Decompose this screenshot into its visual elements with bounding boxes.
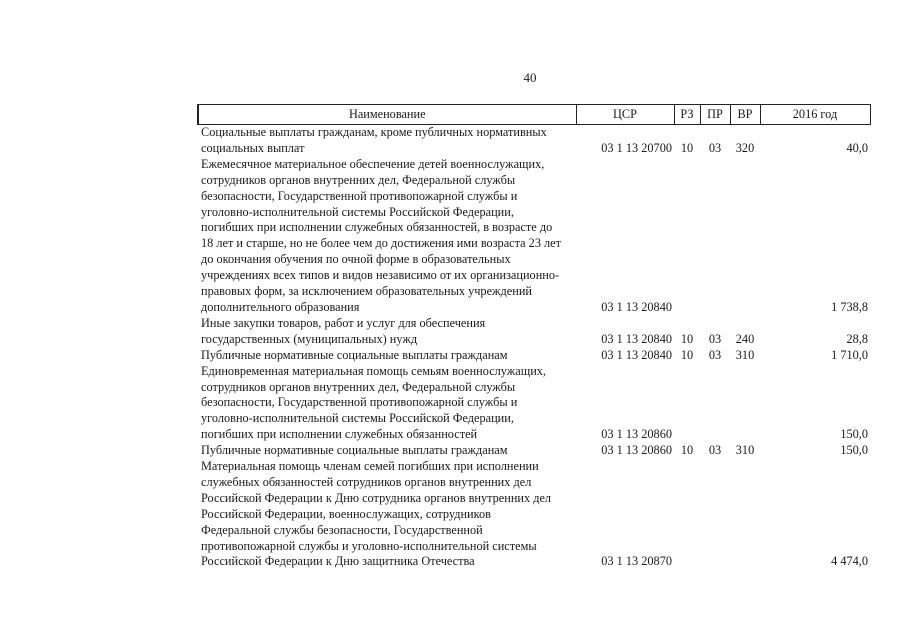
header-vr: ВР bbox=[730, 105, 760, 125]
row-rz: 10 bbox=[680, 347, 694, 362]
row-name: Публичные нормативные социальные выплаты гражданам bbox=[201, 443, 508, 458]
row-vr bbox=[730, 157, 760, 316]
row-vr bbox=[730, 459, 760, 570]
row-amount: 150,0 bbox=[840, 443, 868, 458]
row-rz bbox=[674, 459, 700, 570]
row-name: Публичные нормативные социальные выплаты гражданам bbox=[201, 347, 508, 362]
row-csr: 03 1 13 20870 bbox=[601, 554, 672, 569]
row-amount: 1 710,0 bbox=[831, 347, 868, 362]
table-row bbox=[198, 443, 870, 459]
row-pr: 03 bbox=[708, 443, 722, 458]
table-row bbox=[198, 316, 870, 348]
row-rz bbox=[674, 157, 700, 316]
table-header bbox=[198, 105, 870, 125]
row-csr: 03 1 13 20840 bbox=[601, 331, 672, 346]
row-amount: 4 474,0 bbox=[831, 554, 868, 569]
table-row bbox=[198, 459, 870, 570]
row-name: Иные закупки товаров, работ и услуг для обеспечения государственных (муниципальных) нужд bbox=[201, 315, 486, 346]
row-rz: 10 bbox=[680, 140, 694, 155]
row-pr bbox=[700, 364, 730, 444]
row-pr bbox=[700, 157, 730, 316]
row-name: Единовременная материальная помощь семьям военнослужащих, сотрудников органов внутренних дел, Федеральной службы безопасности, Государственной противопожарной службы и уголовно-исполнительной системы Российской Федерации, погибших при исполнении служебных обязанностей bbox=[201, 363, 547, 442]
row-amount: 1 738,8 bbox=[831, 299, 868, 314]
row-pr: 03 bbox=[708, 331, 722, 346]
budget-table bbox=[197, 104, 871, 570]
row-rz: 10 bbox=[680, 443, 694, 458]
row-csr: 03 1 13 20860 bbox=[601, 427, 672, 442]
row-csr: 03 1 13 20700 bbox=[601, 140, 672, 155]
table-body bbox=[198, 125, 870, 571]
header-name: Наименование bbox=[198, 105, 576, 125]
row-csr: 03 1 13 20840 bbox=[601, 347, 672, 362]
row-amount: 28,8 bbox=[846, 331, 868, 346]
row-amount: 150,0 bbox=[840, 427, 868, 442]
page-number: 40 bbox=[523, 70, 537, 85]
row-name: Материальная помощь членам семей погибших при исполнении служебных обязанностей сотрудников органов внутренних дел Российской Федерации к Дню сотрудника органов внутренних дел Российской Федерации, военнослужащих, сотрудников Федеральной службы безопасности, Государственной противопожарной службы и уголовно-исполнительной системы Российской Федерации к Дню защитника Отечества bbox=[201, 459, 552, 569]
table-row bbox=[198, 125, 870, 157]
row-vr: 310 bbox=[735, 443, 755, 458]
table-row bbox=[198, 157, 870, 316]
row-vr: 320 bbox=[735, 140, 755, 155]
table-row bbox=[198, 364, 870, 444]
header-year: 2016 год bbox=[760, 105, 870, 125]
header-rz: РЗ bbox=[674, 105, 700, 125]
row-name: Ежемесячное материальное обеспечение детей военнослужащих, сотрудников органов внутренних дел, Федеральной службы безопасности, Государственной противопожарной службы и уголовно-исполнительной системы Российской Федерации, погибших при исполнении служебных обязанностей, в возрасте до 18 лет и старше, но не более чем до достижения ими возраста 23 лет до окончания обучения по очной форме в образовательных учреждениях всех типов и видов независимо от их организационно- правовых форм, за исключением образовательных учреждений дополнительного образования bbox=[201, 156, 562, 314]
row-rz: 10 bbox=[680, 331, 694, 346]
row-vr: 310 bbox=[735, 347, 755, 362]
row-pr bbox=[700, 459, 730, 570]
row-vr: 240 bbox=[735, 331, 755, 346]
row-pr: 03 bbox=[708, 347, 722, 362]
row-vr bbox=[730, 364, 760, 444]
row-csr: 03 1 13 20840 bbox=[601, 299, 672, 314]
header-csr: ЦСР bbox=[576, 105, 674, 125]
row-name: Социальные выплаты гражданам, кроме публичных нормативных социальных выплат bbox=[201, 125, 547, 155]
table-row bbox=[198, 348, 870, 364]
row-csr: 03 1 13 20860 bbox=[601, 443, 672, 458]
row-pr: 03 bbox=[708, 140, 722, 155]
row-amount: 40,0 bbox=[846, 140, 868, 155]
row-rz bbox=[674, 364, 700, 444]
header-pr: ПР bbox=[700, 105, 730, 125]
